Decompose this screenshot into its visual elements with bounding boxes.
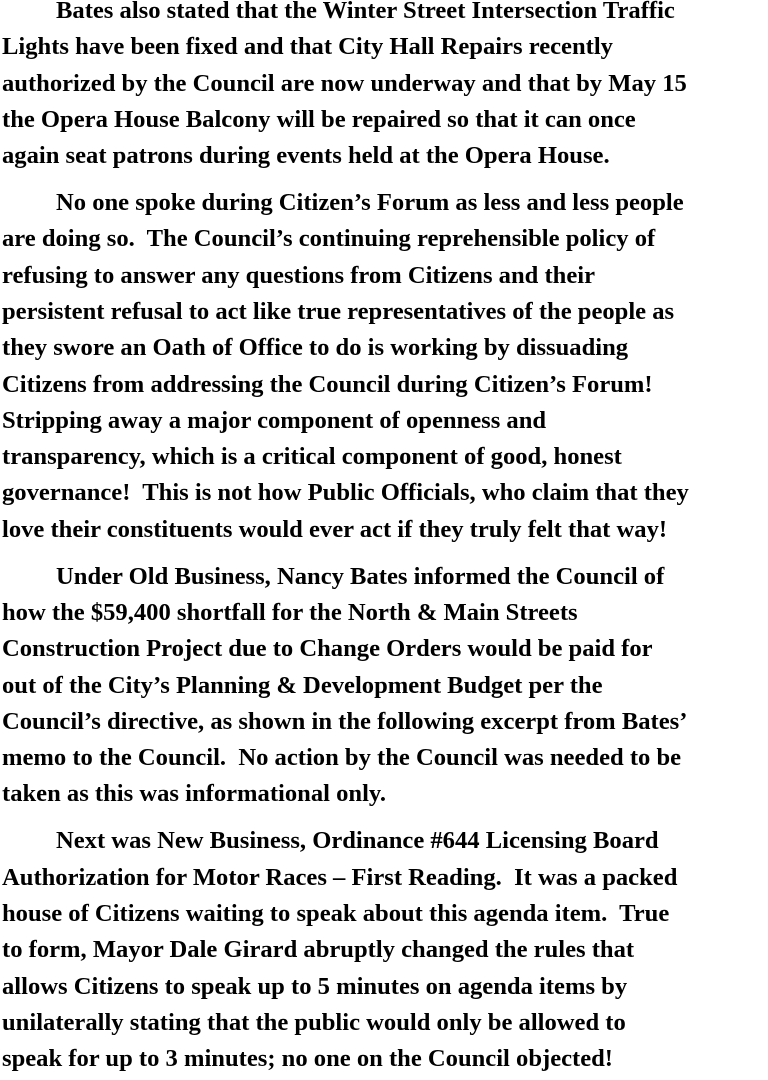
text-line: again seat patrons during events held at the Opera House. [2, 142, 610, 170]
paragraph-old-business [2, 559, 768, 813]
text-line: to form, Mayor Dale Girard abruptly changed the rules that [2, 936, 635, 964]
text-line: Under Old Business, Nancy Bates informed the Council of [56, 562, 665, 590]
text-line: they swore an Oath of Office to do is working by dissuading [2, 334, 629, 362]
text-line: Council’s directive, as shown in the following excerpt from Bates’ [2, 707, 688, 735]
text-line: Authorization for Motor Races – First Reading. It was a packed [2, 863, 678, 891]
text-line: love their constituents would ever act if they truly felt that way! [2, 515, 668, 543]
text-line: taken as this was informational only. [2, 780, 386, 808]
text-line: speak for up to 3 minutes; no one on the Council objected! [2, 1045, 614, 1073]
text-line: refusing to answer any questions from Citizens and their [2, 261, 596, 289]
text-line: Lights have been fixed and that City Hall Repairs recently [2, 33, 613, 61]
text-line: Bates also stated that the Winter Street Intersection Traffic [56, 0, 675, 24]
text-line: authorized by the Council are now underway and that by May 15 [2, 69, 687, 97]
text-line: out of the City’s Planning & Development Budget per the [2, 671, 603, 699]
text-line: transparency, which is a critical component of good, honest [2, 443, 622, 471]
text-line: governance! This is not how Public Officials, who claim that they [2, 479, 689, 507]
text-line: memo to the Council. No action by the Council was needed to be [2, 744, 682, 772]
paragraph-new-business [2, 823, 768, 1077]
text-line: allows Citizens to speak up to 5 minutes on agenda items by [2, 972, 628, 1000]
text-line: house of Citizens waiting to speak about this agenda item. True [2, 899, 670, 927]
text-line: how the $59,400 shortfall for the North & Main Streets [2, 598, 578, 626]
text-line: Stripping away a major component of openness and [2, 406, 547, 434]
paragraph-traffic-lights-and-repairs [2, 0, 768, 174]
text-line: are doing so. The Council’s continuing reprehensible policy of [2, 225, 656, 253]
text-line: persistent refusal to act like true representatives of the people as [2, 297, 675, 325]
text-line: Construction Project due to Change Orders would be paid for [2, 635, 653, 663]
text-line: Citizens from addressing the Council during Citizen’s Forum! [2, 370, 653, 398]
text-line: the Opera House Balcony will be repaired so that it can once [2, 105, 636, 133]
text-line: unilaterally stating that the public would only be allowed to [2, 1008, 626, 1036]
paragraph-citizens-forum [2, 185, 768, 548]
text-line: Next was New Business, Ordinance #644 Licensing Board [56, 827, 659, 855]
text-line: No one spoke during Citizen’s Forum as less and less people [56, 189, 684, 217]
